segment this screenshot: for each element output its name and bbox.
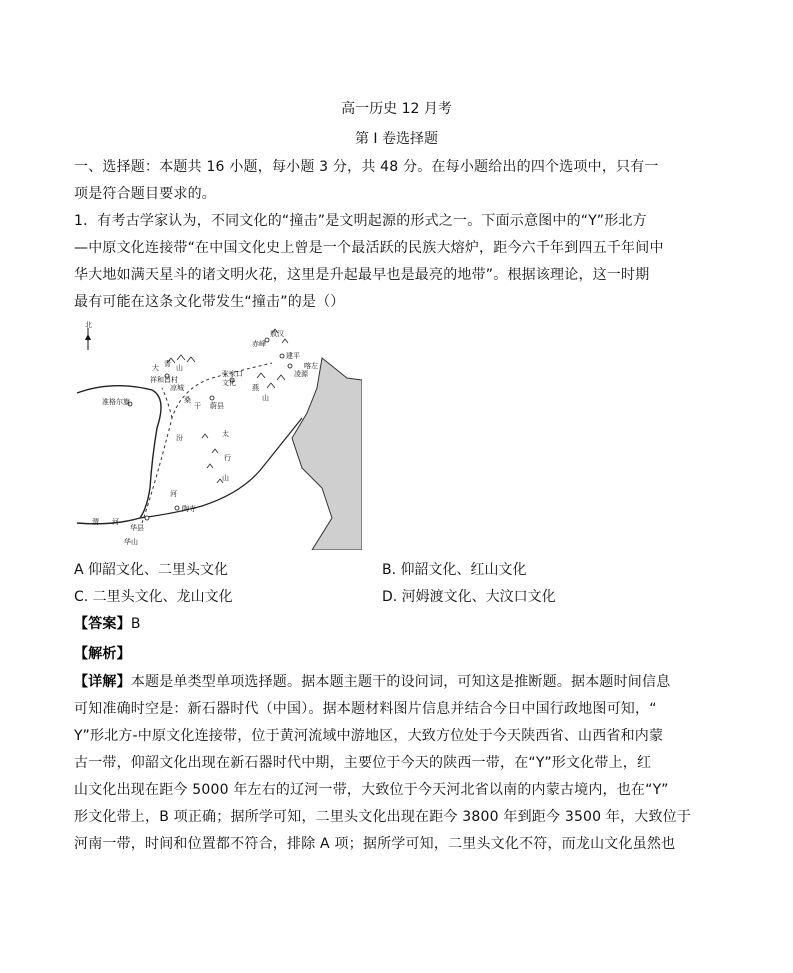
analysis-line-2: 可知准确时空是：新石器时代（中国）。据本题材料图片信息并结合今日中国行政地图可知，“: [74, 701, 657, 717]
map-label: 喀左: [304, 362, 318, 370]
map-label: 建平: [286, 352, 300, 360]
map-label: 河: [112, 518, 119, 526]
map-label: 蔚县: [210, 402, 224, 410]
map-label: 青: [164, 360, 171, 368]
map-label: 太: [222, 430, 229, 438]
map-north-label: 北: [85, 321, 92, 329]
analysis-line-4: 古一带，仰韶文化出现在新石器时代中期，主要位于今天的陕西一带，在“Y”形文化带上，红: [74, 755, 652, 771]
map-label: 河: [170, 490, 177, 498]
analysis-line-6: 形文化带上，B 项正确；据所学可知，二里头文化出现在距今 3800 年到距今 3500 年，大致位于: [74, 809, 692, 825]
instructions-line-1: 一、选择题：本题共 16 小题，每小题 3 分，共 48 分。在每小题给出的四个选项中，只有一: [74, 159, 659, 175]
question-line-1: 1．有考古学家认为，不同文化的“撞击”是文明起源的形式之一。下面示意图中的“Y”形北方: [74, 213, 647, 229]
map-label: 华县: [130, 524, 144, 532]
option-a: A 仰韶文化、二里头文化: [74, 562, 229, 578]
section-title: 第 I 卷选择题: [354, 131, 439, 147]
map-svg: [72, 318, 362, 550]
map-label: 渭: [92, 518, 99, 526]
map-label: 干: [194, 402, 201, 410]
option-d: D. 河姆渡文化、大汶口文化: [382, 589, 556, 605]
map-label: 敖汉: [270, 330, 284, 338]
culture-belt-map: [72, 318, 362, 550]
map-label: 行: [224, 454, 231, 462]
analysis-line-7: 河南一带，时间和位置都不符合，排除 A 项；据所学可知，二里头文化不符，而龙山文化虽然也: [74, 836, 676, 852]
instructions-line-2: 项是符合题目要求的。: [74, 186, 216, 202]
answer-line: [74, 613, 141, 633]
map-label: 汾: [176, 434, 183, 442]
map-label: 燕: [252, 384, 259, 392]
analysis-line-1: [74, 671, 670, 691]
detail-tag: 【详解】: [74, 674, 131, 690]
exam-title: 高一历史 12 月考: [341, 101, 452, 117]
question-line-3: 华大地如满天星斗的诸文明火花，这里是升起最早也是最亮的地带”。根据该理论，这一时期: [74, 267, 650, 283]
analysis-line-5: 山文化出现在距今 5000 年左右的辽河一带，大致位于今天河北省以南的内蒙古境内，也在“Y”: [74, 782, 669, 798]
map-label: 桑: [184, 396, 191, 404]
analysis-tag: 【解析】: [74, 646, 131, 662]
analysis-heading: [74, 643, 131, 663]
map-label: 准格尔旗: [102, 398, 130, 406]
map-label: 大: [152, 364, 159, 372]
map-label: 山: [222, 474, 229, 482]
map-label: 赤峰: [252, 340, 266, 348]
map-label: 凉城: [170, 384, 184, 392]
option-b: B. 仰韶文化、红山文化: [382, 562, 527, 578]
map-label: 文化: [222, 379, 236, 387]
map-label: 张家口: [222, 370, 243, 378]
map-label: 祥和昌村: [150, 376, 178, 384]
answer-tag: 【答案】: [74, 616, 131, 632]
question-line-2: —中原文化连接带“在中国文化史上曾是一个最活跃的民族大熔炉，距今六千年到四五千年间中: [74, 240, 664, 256]
map-label: 陶寺: [182, 505, 196, 513]
question-line-4: 最有可能在这条文化带发生“撞击”的是（）: [74, 294, 345, 310]
answer-value: B: [130, 616, 141, 632]
map-label: 凌源: [294, 370, 308, 378]
analysis-line-3: Y”形北方-中原文化连接带，位于黄河流域中游地区，大致方位处于今天陕西省、山西省和内蒙: [74, 728, 664, 744]
map-label: 山: [262, 394, 269, 402]
option-c: C. 二里头文化、龙山文化: [74, 589, 233, 605]
analysis-text: 本题是单类型单项选择题。据本题主题干的设问词，可知这是推断题。据本题时间信息: [130, 674, 671, 690]
map-label: 华山: [124, 538, 138, 546]
map-label: 山: [176, 364, 183, 372]
